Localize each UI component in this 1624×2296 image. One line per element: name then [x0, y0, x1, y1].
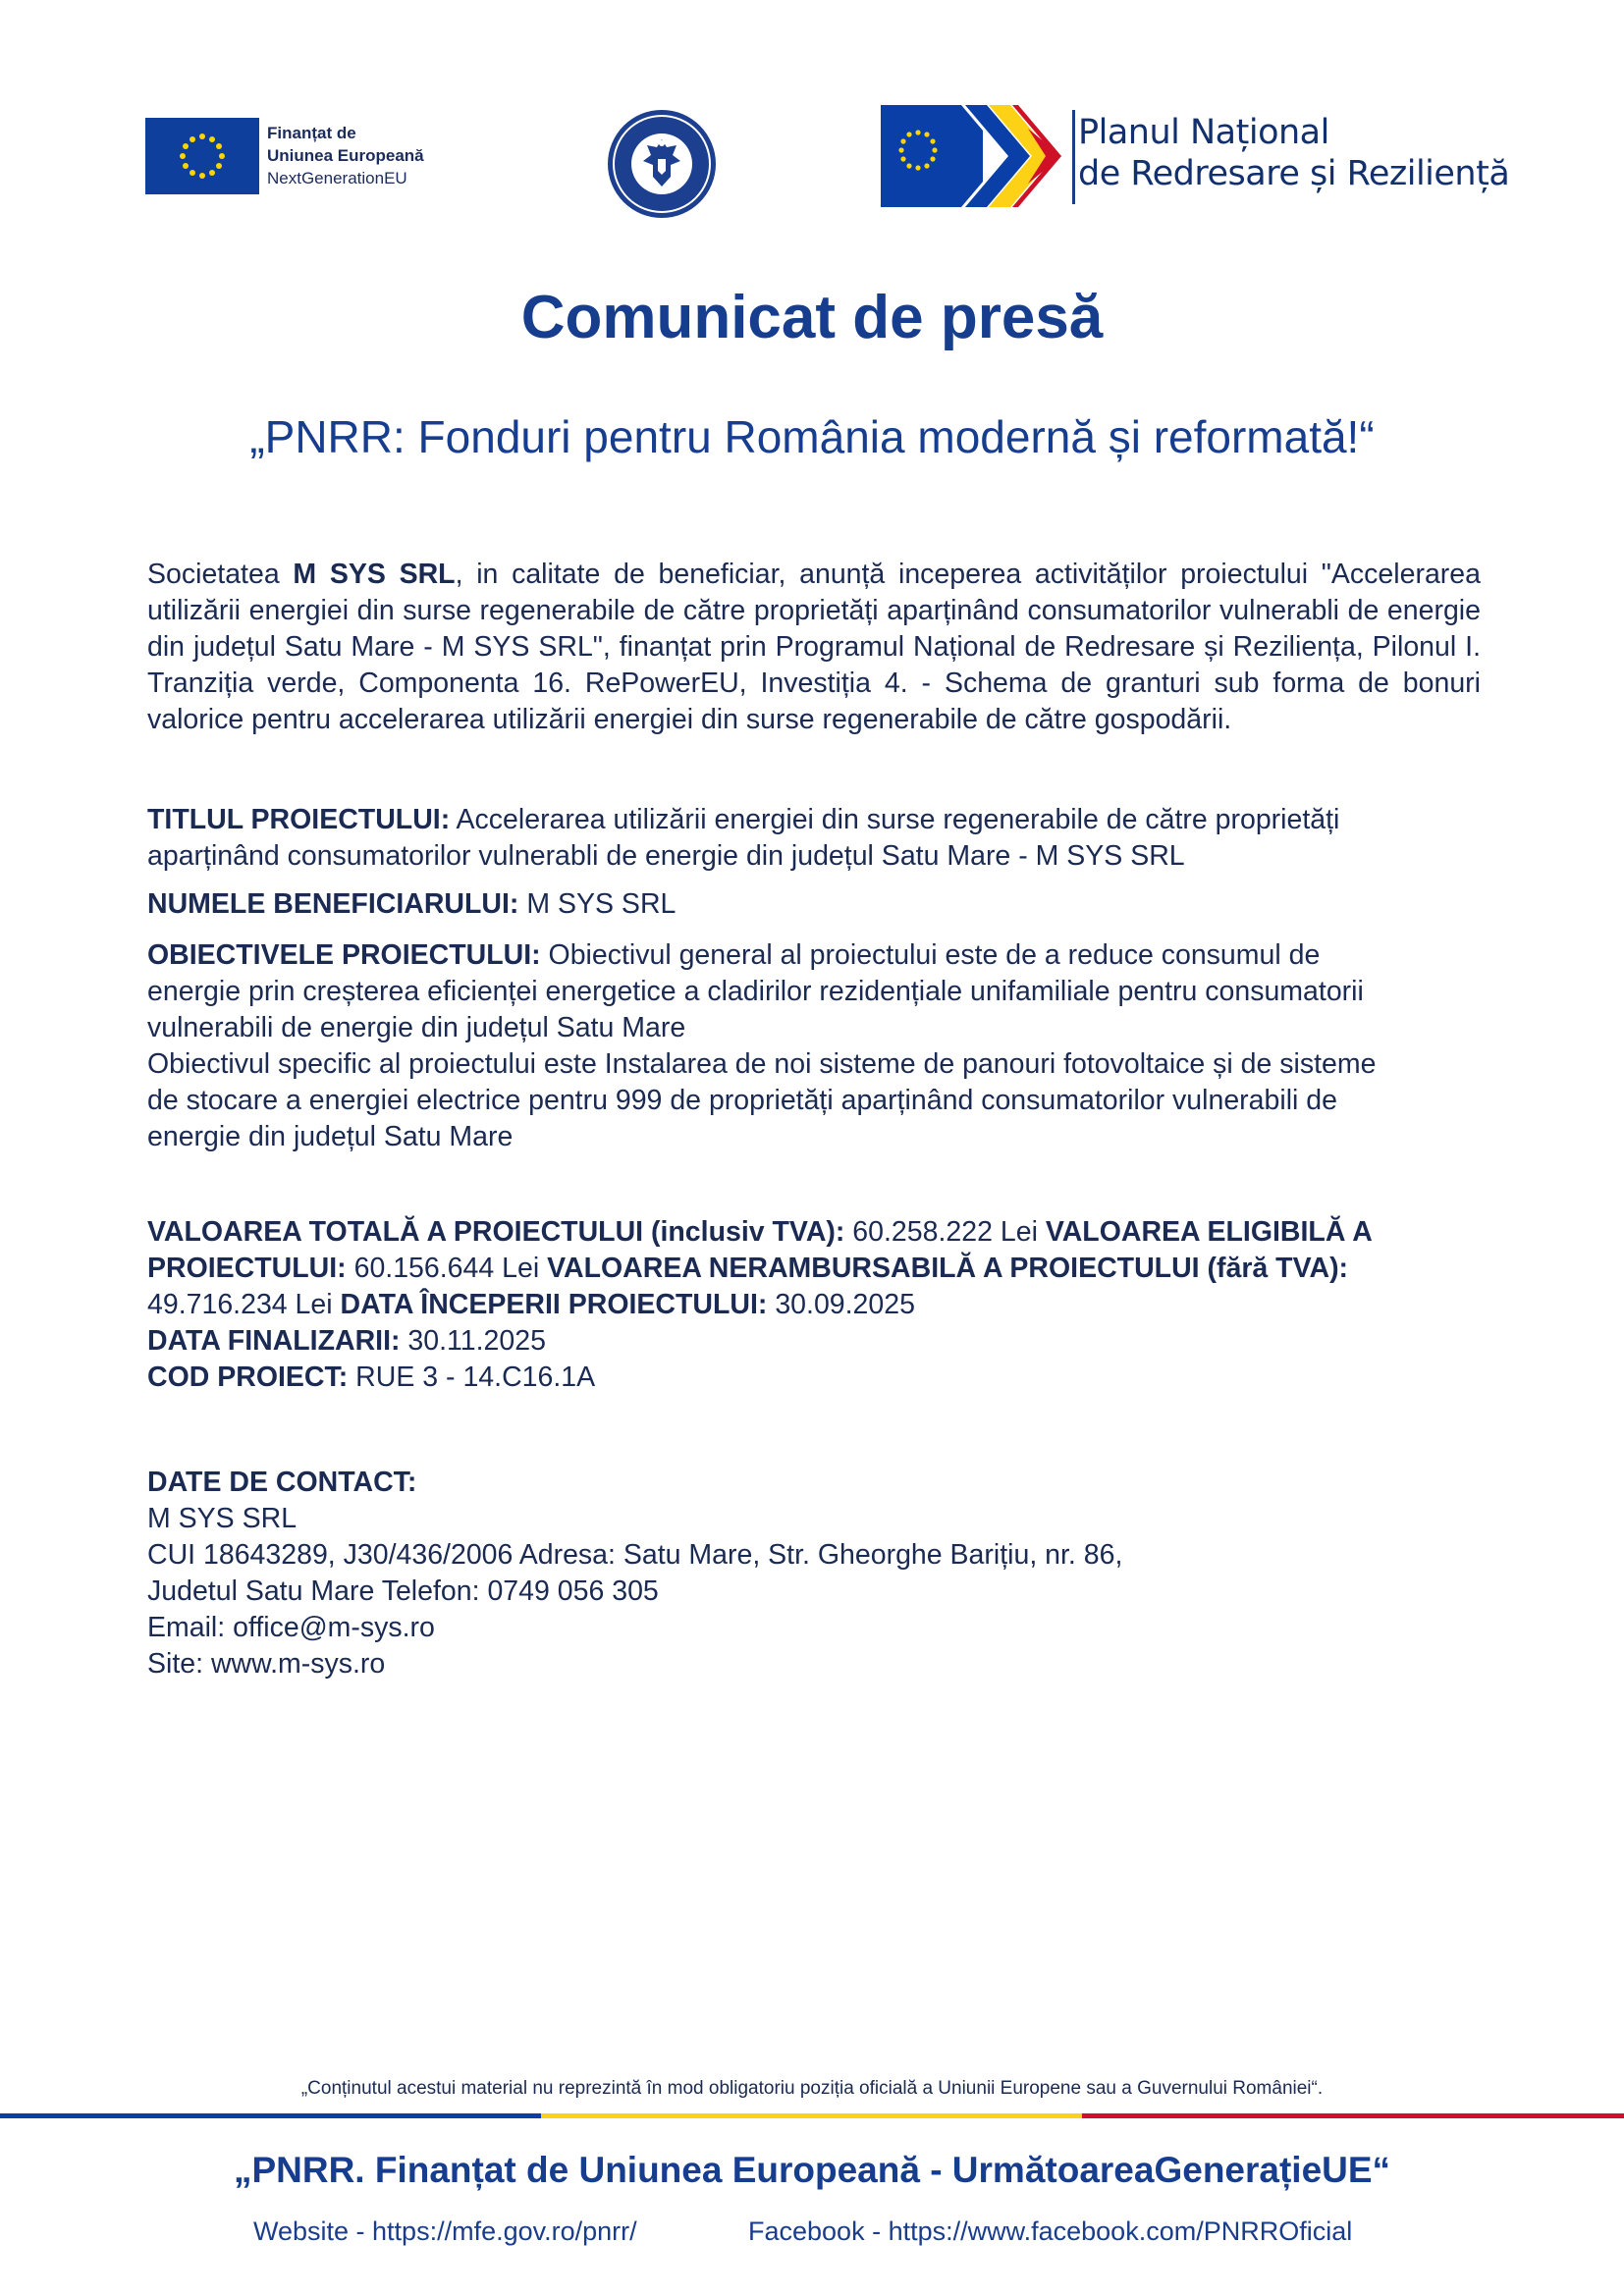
beneficiary-value: M SYS SRL	[518, 888, 677, 920]
objectives-line-3: vulnerabili de energie din județul Satu Mare	[147, 1012, 686, 1043]
total-value: 60.258.222 Lei	[844, 1216, 1046, 1248]
contact-site[interactable]: Site: www.m-sys.ro	[147, 1648, 386, 1680]
project-title-line-2: aparținând consumatorilor vulnerabli de energie din județul Satu Mare - M SYS SRL	[147, 840, 1185, 872]
eu-line-3: NextGenerationEU	[267, 169, 407, 187]
contact-company: M SYS SRL	[147, 1503, 298, 1534]
eligible-value-label-2: PROIECTULUI:	[147, 1253, 347, 1284]
nonrefundable-value-label: VALOAREA NERAMBURSABILĂ A PROIECTULUI (fără TVA):	[547, 1253, 1349, 1284]
objectives-line-2: energie prin creșterea eficienței energetice a cladirilor rezidențiale unifamiliale pentru consumatorii	[147, 976, 1364, 1007]
total-value-label: VALOAREA TOTALĂ A PROIECTULUI (inclusiv TVA):	[147, 1216, 845, 1248]
footer-title: „PNRR. Finanțat de Uniunea Europeană - UrmătoareaGenerațieUE“	[233, 2150, 1391, 2190]
end-date-value: 30.11.2025	[400, 1325, 546, 1357]
eligible-value: 60.156.644 Lei	[346, 1253, 548, 1284]
intro-company: M SYS SRL	[293, 559, 456, 590]
project-code-value: RUE 3 - 14.C16.1A	[348, 1362, 596, 1393]
stripe-blue	[0, 2113, 541, 2118]
intro-paragraph	[147, 557, 1481, 738]
beneficiary-section	[147, 886, 1481, 923]
page-title: Comunicat de presă	[520, 284, 1104, 351]
footer-website-link[interactable]: Website - https://mfe.gov.ro/pnrr/	[253, 2216, 637, 2246]
government-seal-icon	[606, 108, 718, 220]
objectives-line-6: energie din județul Satu Mare	[147, 1121, 514, 1152]
project-title-section	[147, 802, 1481, 875]
footer-facebook-link[interactable]: Facebook - https://www.facebook.com/PNRROficial	[748, 2216, 1353, 2246]
eu-line-2: Uniunea Europeană	[267, 146, 424, 165]
project-code-label: COD PROIECT:	[147, 1362, 349, 1393]
objectives-section	[147, 937, 1481, 1155]
contact-email[interactable]: Email: office@m-sys.ro	[147, 1612, 435, 1643]
pnrr-line-1: Planul Național	[1078, 113, 1329, 152]
eu-line-1: Finanțat de	[267, 124, 356, 142]
eligible-value-label-1: VALOAREA ELIGIBILĂ A	[1045, 1216, 1373, 1248]
start-date-label: DATA ÎNCEPERII PROIECTULUI:	[340, 1289, 768, 1320]
stripe-yellow	[541, 2113, 1082, 2118]
objectives-line-4: Obiectivul specific al proiectului este Instalarea de noi sisteme de panouri fotovoltaice și de sisteme	[147, 1048, 1377, 1080]
start-date-value: 30.09.2025	[767, 1289, 915, 1320]
intro-prefix: Societatea	[147, 559, 294, 590]
footer-disclaimer: „Conținutul acestui material nu reprezintă în mod obligatoriu poziția oficială a Uniunii Europene sau a Guvernului României“.	[300, 2078, 1324, 2099]
contact-address: CUI 18643289, J30/436/2006 Adresa: Satu Mare, Str. Gheorghe Barițiu, nr. 86,	[147, 1539, 1123, 1571]
project-title-label: TITLUL PROIECTULUI:	[147, 804, 451, 835]
pnrr-label	[1078, 112, 1509, 194]
nonrefundable-value: 49.716.234 Lei	[147, 1289, 341, 1320]
objectives-line-5: de stocare a energiei electrice pentru 999 de proprietăți aparținând consumatorilor vulnerabili de	[147, 1085, 1337, 1116]
eu-flag-icon	[145, 118, 259, 194]
objectives-line-1: Obiectivul general al proiectului este de a reduce consumul de	[540, 939, 1321, 971]
objectives-label: OBIECTIVELE PROIECTULUI:	[147, 939, 541, 971]
footer-tricolor-stripe	[0, 2113, 1624, 2118]
contact-phone: Judetul Satu Mare Telefon: 0749 056 305	[147, 1575, 659, 1607]
page-subtitle: „PNRR: Fonduri pentru România modernă și reformată!“	[249, 411, 1375, 462]
financial-section	[147, 1214, 1481, 1396]
contact-label: DATE DE CONTACT:	[147, 1467, 417, 1498]
eu-funding-label	[267, 122, 424, 189]
project-title-line-1: Accelerarea utilizării energiei din surse regenerabile de către proprietăți	[450, 804, 1340, 835]
stripe-red	[1082, 2113, 1624, 2118]
pnrr-divider	[1072, 110, 1075, 204]
contact-section	[147, 1465, 1481, 1682]
pnrr-logo-icon	[881, 105, 1061, 207]
pnrr-line-2: de Redresare și Reziliență	[1078, 154, 1510, 193]
intro-text: , in calitate de beneficiar, anunță inceperea activităților proiectului "Accelerarea utilizării energiei din surse regenerabile de către proprietăți aparținând consumatorilor vulnerabli de energie din județul Satu Mare - M SYS SRL", finanțat prin Programul Național de Redresare și Reziliența, Pilonul I. Tranziția verde, Componenta 16. RePowerEU, Investiția 4. - Schema de granturi sub forma de bonuri valorice pentru accelerarea utilizării energiei din surse regenerabile de către gospodării.	[147, 559, 1481, 735]
end-date-label: DATA FINALIZARII:	[147, 1325, 401, 1357]
beneficiary-label: NUMELE BENEFICIARULUI:	[147, 888, 519, 920]
